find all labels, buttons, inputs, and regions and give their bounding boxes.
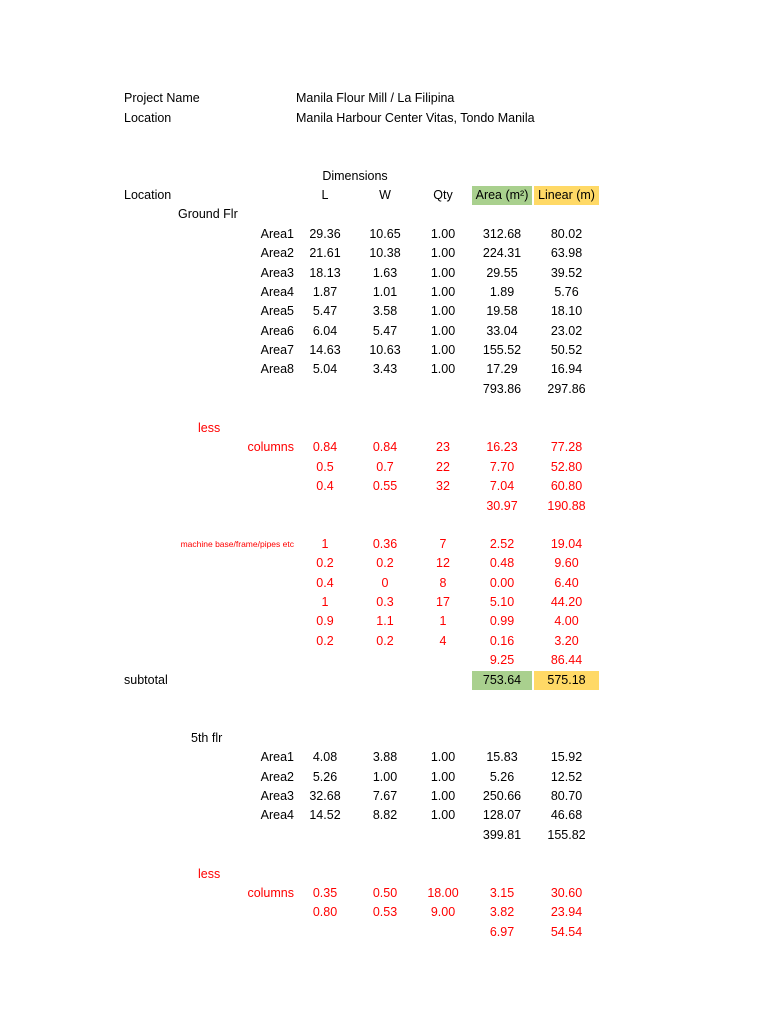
width-cell: 3.88 — [372, 750, 398, 764]
row-label: Area3 — [260, 266, 294, 280]
qty-cell: 4 — [439, 634, 447, 648]
area-cell: 5.10 — [489, 595, 515, 609]
row-label: Area6 — [260, 324, 294, 338]
fifth-total-row — [0, 826, 768, 845]
fifth-floor-title-row — [0, 729, 768, 748]
table-row — [0, 360, 768, 379]
length-cell: 0.4 — [316, 479, 334, 493]
length-cell: 0.9 — [316, 614, 334, 628]
qty-cell: 1.00 — [430, 770, 456, 784]
length-cell: 14.52 — [309, 808, 341, 822]
width-cell: 3.58 — [372, 304, 398, 318]
table-row — [0, 554, 768, 573]
linear-total: 54.54 — [550, 925, 583, 939]
row-label: Area8 — [260, 362, 294, 376]
linear-cell: 3.20 — [554, 634, 579, 648]
length-cell: 5.47 — [312, 304, 338, 318]
length-cell: 18.13 — [309, 266, 341, 280]
length-cell: 1.87 — [312, 285, 338, 299]
area-cell: 7.70 — [489, 460, 515, 474]
area-header: Area (m²) — [472, 186, 532, 205]
row-label: Area7 — [260, 343, 294, 357]
width-cell: 0.53 — [372, 905, 398, 919]
table-row — [0, 302, 768, 321]
location-header: Location — [124, 188, 172, 202]
row-label: Area1 — [260, 750, 294, 764]
width-cell: 0.55 — [372, 479, 398, 493]
dimensions-header-row — [0, 167, 768, 186]
qty-cell: 1.00 — [430, 324, 456, 338]
length-header: L — [321, 188, 329, 202]
less-label-row — [0, 865, 768, 884]
area-cell: 19.58 — [486, 304, 518, 318]
table-row — [0, 787, 768, 806]
linear-cell: 4.00 — [554, 614, 579, 628]
area-cell: 29.55 — [486, 266, 518, 280]
qty-cell: 1.00 — [430, 362, 456, 376]
qty-cell: 1.00 — [430, 285, 456, 299]
table-row — [0, 477, 768, 496]
area-cell: 155.52 — [482, 343, 522, 357]
area-cell: 0.99 — [489, 614, 515, 628]
linear-cell: 12.52 — [550, 770, 583, 784]
project-name-value: Manila Flour Mill / La Filipina — [296, 91, 455, 105]
qty-cell: 12 — [436, 556, 450, 570]
width-cell: 3.43 — [372, 362, 398, 376]
machine-total-row — [0, 651, 768, 670]
area-cell: 17.29 — [486, 362, 518, 376]
subtotal-row — [0, 671, 768, 690]
linear-cell: 52.80 — [550, 460, 583, 474]
area-cell: 2.52 — [489, 537, 515, 551]
area-cell: 1.89 — [489, 285, 515, 299]
linear-total: 297.86 — [547, 382, 586, 396]
length-cell: 14.63 — [309, 343, 341, 357]
project-name-row — [0, 89, 768, 108]
width-header: W — [379, 188, 391, 202]
columns-label: columns — [247, 440, 294, 454]
table-row — [0, 806, 768, 825]
table-row — [0, 768, 768, 787]
area-cell: 0.00 — [489, 576, 515, 590]
table-row — [0, 884, 768, 903]
length-cell: 0.2 — [316, 556, 334, 570]
linear-cell: 5.76 — [554, 285, 579, 299]
columns-label: columns — [247, 886, 294, 900]
project-location-row — [0, 109, 768, 128]
qty-cell: 8 — [439, 576, 447, 590]
less-label: less — [198, 421, 221, 435]
table-row — [0, 632, 768, 651]
linear-cell: 80.70 — [550, 789, 583, 803]
subtotal-label: subtotal — [124, 673, 168, 687]
linear-cell: 15.92 — [550, 750, 583, 764]
area-cell: 128.07 — [482, 808, 522, 822]
area-total: 30.97 — [486, 499, 518, 513]
linear-cell: 46.68 — [550, 808, 583, 822]
project-name-label: Project Name — [124, 91, 200, 105]
width-cell: 0.2 — [376, 634, 394, 648]
qty-cell: 1.00 — [430, 343, 456, 357]
width-cell: 7.67 — [372, 789, 398, 803]
width-cell: 0.36 — [372, 537, 398, 551]
table-row — [0, 264, 768, 283]
area-cell: 0.16 — [489, 634, 515, 648]
subtotal-area: 753.64 — [472, 671, 532, 690]
linear-cell: 30.60 — [550, 886, 583, 900]
qty-cell: 1.00 — [430, 246, 456, 260]
area-total: 6.97 — [489, 925, 515, 939]
area-cell: 3.15 — [489, 886, 515, 900]
ground-floor-title-row — [0, 205, 768, 224]
area-cell: 224.31 — [482, 246, 522, 260]
linear-cell: 6.40 — [554, 576, 579, 590]
width-cell: 0.3 — [376, 595, 394, 609]
length-cell: 6.04 — [312, 324, 338, 338]
qty-cell: 18.00 — [427, 886, 459, 900]
project-location-label: Location — [124, 111, 172, 125]
area-total: 399.81 — [482, 828, 522, 842]
project-location-value: Manila Harbour Center Vitas, Tondo Manila — [296, 111, 535, 125]
linear-total: 155.82 — [547, 828, 586, 842]
linear-cell: 16.94 — [550, 362, 583, 376]
area-cell: 7.04 — [489, 479, 515, 493]
table-row — [0, 244, 768, 263]
qty-cell: 1.00 — [430, 808, 456, 822]
qty-cell: 1.00 — [430, 789, 456, 803]
linear-cell: 63.98 — [550, 246, 583, 260]
table-row — [0, 748, 768, 767]
qty-cell: 1 — [439, 614, 447, 628]
qty-cell: 1.00 — [430, 750, 456, 764]
linear-cell: 80.02 — [550, 227, 583, 241]
width-cell: 1.63 — [372, 266, 398, 280]
row-label: Area4 — [260, 285, 294, 299]
length-cell: 4.08 — [312, 750, 338, 764]
length-cell: 0.80 — [312, 905, 338, 919]
qty-cell: 22 — [436, 460, 450, 474]
width-cell: 10.63 — [369, 343, 401, 357]
length-cell: 5.04 — [312, 362, 338, 376]
machine-label: machine base/frame/pipes etc — [180, 539, 294, 549]
width-cell: 0.7 — [376, 460, 394, 474]
linear-cell: 50.52 — [550, 343, 583, 357]
linear-total: 190.88 — [547, 499, 586, 513]
table-row — [0, 574, 768, 593]
area-cell: 250.66 — [482, 789, 522, 803]
qty-cell: 7 — [439, 537, 447, 551]
table-row — [0, 903, 768, 922]
row-label: Area2 — [260, 770, 294, 784]
table-row — [0, 593, 768, 612]
width-cell: 8.82 — [372, 808, 398, 822]
linear-cell: 19.04 — [550, 537, 583, 551]
linear-cell: 39.52 — [550, 266, 583, 280]
width-cell: 1.00 — [372, 770, 398, 784]
length-cell: 0.5 — [316, 460, 334, 474]
ground-total-row — [0, 380, 768, 399]
qty-cell: 1.00 — [430, 266, 456, 280]
linear-total: 86.44 — [550, 653, 583, 667]
width-cell: 1.1 — [376, 614, 394, 628]
qty-cell: 1.00 — [430, 304, 456, 318]
area-cell: 5.26 — [489, 770, 515, 784]
less-label-row — [0, 419, 768, 438]
length-cell: 32.68 — [309, 789, 341, 803]
linear-cell: 44.20 — [550, 595, 583, 609]
width-cell: 1.01 — [372, 285, 398, 299]
area-cell: 33.04 — [486, 324, 518, 338]
length-cell: 29.36 — [309, 227, 341, 241]
width-cell: 10.38 — [369, 246, 401, 260]
fifth-columns-total-row — [0, 923, 768, 942]
row-label: Area5 — [260, 304, 294, 318]
qty-cell: 9.00 — [430, 905, 456, 919]
area-cell: 0.48 — [489, 556, 515, 570]
linear-cell: 60.80 — [550, 479, 583, 493]
row-label: Area1 — [260, 227, 294, 241]
qty-header: Qty — [433, 188, 453, 202]
linear-cell: 23.94 — [550, 905, 583, 919]
row-label: Area3 — [260, 789, 294, 803]
qty-cell: 1.00 — [430, 227, 456, 241]
table-row — [0, 322, 768, 341]
length-cell: 1 — [321, 537, 329, 551]
fifth-floor-title: 5th flr — [191, 731, 223, 745]
column-header-row — [0, 186, 768, 205]
width-cell: 5.47 — [372, 324, 398, 338]
subtotal-linear: 575.18 — [534, 671, 599, 690]
length-cell: 0.2 — [316, 634, 334, 648]
table-row — [0, 225, 768, 244]
length-cell: 0.84 — [312, 440, 338, 454]
area-cell: 15.83 — [486, 750, 518, 764]
less-label: less — [198, 867, 221, 881]
table-row — [0, 535, 768, 554]
qty-cell: 17 — [436, 595, 450, 609]
linear-header: Linear (m) — [534, 186, 599, 205]
width-cell: 0.50 — [372, 886, 398, 900]
table-row — [0, 283, 768, 302]
columns-total-row — [0, 497, 768, 516]
length-cell: 0.35 — [312, 886, 338, 900]
table-row — [0, 612, 768, 631]
ground-floor-title: Ground Flr — [178, 207, 238, 221]
area-cell: 3.82 — [489, 905, 515, 919]
area-cell: 16.23 — [486, 440, 518, 454]
linear-cell: 77.28 — [550, 440, 583, 454]
row-label: Area4 — [260, 808, 294, 822]
linear-cell: 18.10 — [550, 304, 583, 318]
area-total: 9.25 — [489, 653, 515, 667]
width-cell: 10.65 — [369, 227, 401, 241]
width-cell: 0.84 — [372, 440, 398, 454]
area-total: 793.86 — [482, 382, 522, 396]
length-cell: 0.4 — [316, 576, 334, 590]
width-cell: 0 — [381, 576, 389, 590]
length-cell: 1 — [321, 595, 329, 609]
area-cell: 312.68 — [482, 227, 522, 241]
row-label: Area2 — [260, 246, 294, 260]
dimensions-header: Dimensions — [322, 169, 388, 183]
table-row — [0, 458, 768, 477]
table-row — [0, 341, 768, 360]
width-cell: 0.2 — [376, 556, 394, 570]
length-cell: 5.26 — [312, 770, 338, 784]
length-cell: 21.61 — [309, 246, 341, 260]
qty-cell: 23 — [436, 440, 450, 454]
linear-cell: 9.60 — [554, 556, 579, 570]
linear-cell: 23.02 — [550, 324, 583, 338]
qty-cell: 32 — [436, 479, 450, 493]
table-row — [0, 438, 768, 457]
